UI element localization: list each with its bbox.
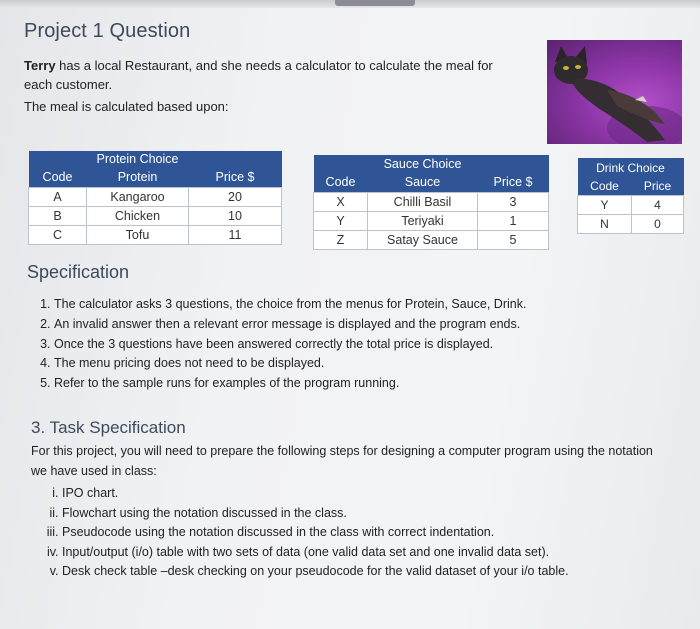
page-title: Project 1 Question xyxy=(24,20,191,42)
table-row: Y Teriyaki 1 xyxy=(314,212,549,231)
zoom-tab[interactable] xyxy=(335,0,415,6)
sauce-header-code: Code xyxy=(314,172,368,193)
specification-heading: Specification xyxy=(27,262,130,282)
list-item: 4. The menu pricing does not need to be displayed. xyxy=(54,354,614,374)
table-row: Z Satay Sauce 5 xyxy=(314,231,549,250)
table-row: Y 4 xyxy=(578,196,684,215)
protein-header-price: Price $ xyxy=(189,167,282,188)
list-item: iii. Pseudocode using the notation discussed in the class with correct indentation. xyxy=(62,523,569,543)
task-intro: For this project, you will need to prepare the following steps for designing a computer program using the notation we have used in class: xyxy=(31,444,653,478)
sauce-header-sauce: Sauce xyxy=(368,172,478,193)
cat-image xyxy=(547,40,682,144)
table-row: A Kangaroo 20 xyxy=(29,188,282,207)
protein-header-code: Code xyxy=(29,167,87,188)
sauce-table xyxy=(313,155,549,250)
table-row: N 0 xyxy=(578,215,684,234)
list-item: ii. Flowchart using the notation discussed in the class. xyxy=(62,504,569,524)
table-row: X Chilli Basil 3 xyxy=(314,193,549,212)
drink-header-code: Code xyxy=(578,177,632,196)
intro-text: has a local Restaurant, and she needs a calculator to calculate the meal for each customer. xyxy=(24,58,493,92)
viewer-top-bar xyxy=(0,0,700,8)
protein-table xyxy=(28,151,282,245)
table-row: C Tofu 11 xyxy=(29,226,282,245)
sauce-title: Sauce Choice xyxy=(368,155,478,172)
list-item: 5. Refer to the sample runs for examples of the program running. xyxy=(54,374,614,394)
table-row: B Chicken 10 xyxy=(29,207,282,226)
list-item: 2. An invalid answer then a relevant error message is displayed and the program ends. xyxy=(54,315,614,335)
sauce-header-price: Price $ xyxy=(478,172,549,193)
specification-list xyxy=(34,295,614,394)
intro-name: Terry xyxy=(24,58,56,73)
list-item: iv. Input/output (i/o) table with two sets of data (one valid data set and one invalid data set). xyxy=(62,543,569,563)
basis-text: The meal is calculated based upon: xyxy=(24,99,229,114)
list-item: v. Desk check table –desk checking on your pseudocode for the valid dataset of your i/o table. xyxy=(62,562,569,582)
task-list xyxy=(40,484,569,582)
drink-title: Drink Choice xyxy=(578,158,684,177)
drink-header-price: Price xyxy=(632,177,684,196)
list-item: 1. The calculator asks 3 questions, the choice from the menus for Protein, Sauce, Drink. xyxy=(54,295,614,315)
protein-header-protein: Protein xyxy=(87,167,189,188)
protein-title: Protein Choice xyxy=(87,151,189,167)
task-heading: 3. Task Specification xyxy=(31,418,186,437)
list-item: i. IPO chart. xyxy=(62,484,569,504)
drink-table xyxy=(577,158,684,234)
intro-paragraph xyxy=(24,56,524,94)
cat-photo xyxy=(547,40,682,144)
list-item: 3. Once the 3 questions have been answered correctly the total price is displayed. xyxy=(54,335,614,355)
